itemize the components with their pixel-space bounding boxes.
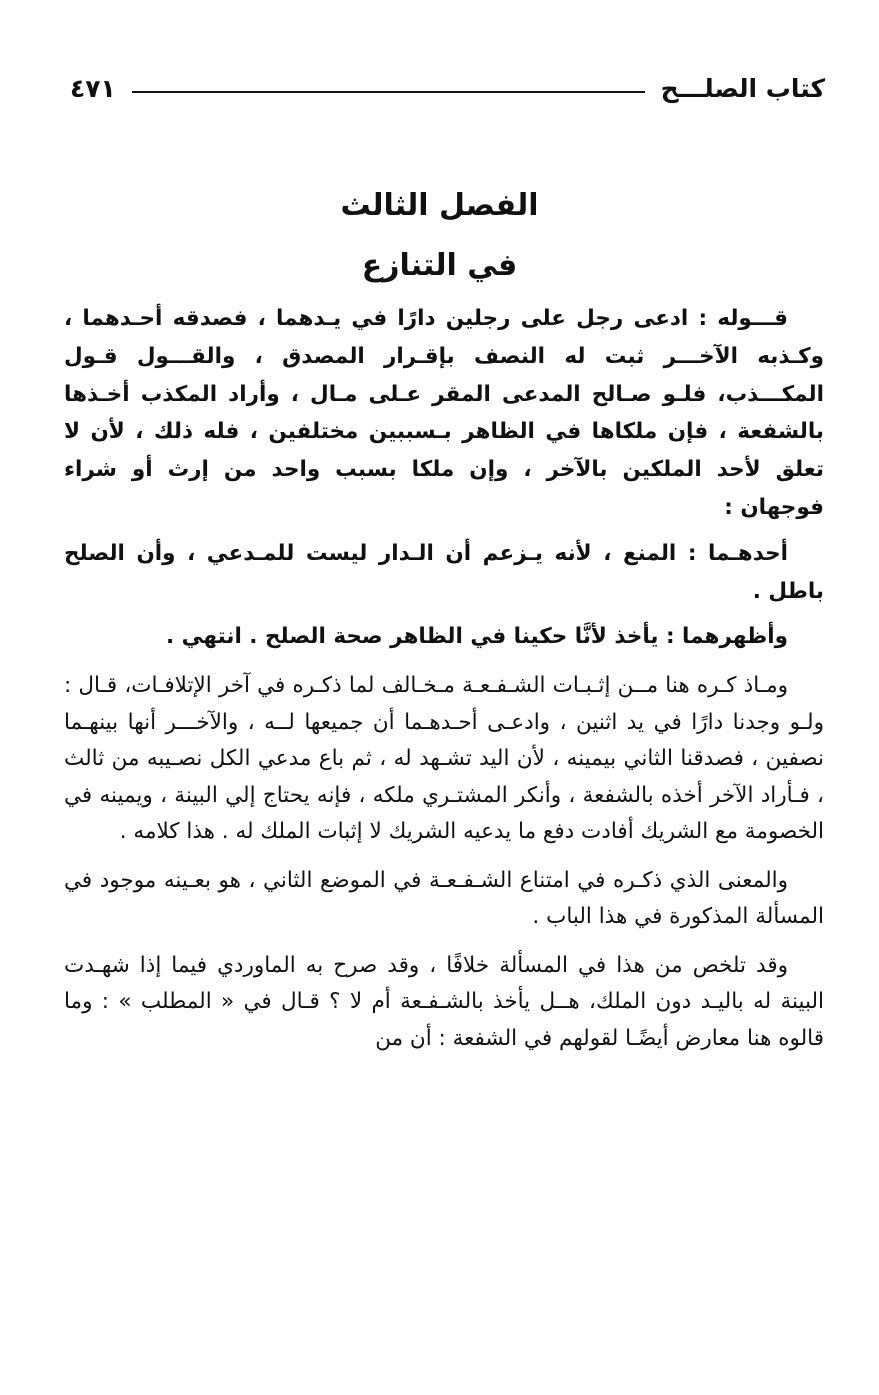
- running-header: [70, 66, 825, 110]
- paragraph-commentary: والمعنى الذي ذكـره في امتناع الشـفـعـة في الموضع الثاني ، هو بعـينه موجود في المسألة المذكورة في هذا الباب .: [64, 867, 824, 930]
- section-heading: في التنازع: [361, 248, 518, 283]
- paragraph-preferred-opinion: وأظهرهما : يأخذ لأنَّا حكينا في الظاهر صحة الصلح . انتهي .: [166, 624, 788, 650]
- paragraph-commentary: وقد تلخص من هذا في المسألة خلافًا ، وقد صرح به الماوردي فيما إذا شهـدت البينة له باليـد دون الملك، هــل يأخذ بالشـفـعة أم لا ؟ قـال في « المطلب » : وما قالوه هنا معارض أيضًـا لقولهم في الشفعة : أن من: [64, 952, 824, 1051]
- page-number: ٤٧١: [70, 73, 116, 103]
- running-title: كتاب الصلـــح: [660, 73, 825, 103]
- paragraph-quoted-text: قـــوله : ادعى رجل على رجلين دارًا في يـدهما ، فصدقه أحـدهما ، وكـذبه الآخـــر ثبت له النصف بإقـرار المصدق ، والقـــول قـول المكـــذب، فلـو صـالح المدعى المقر عـلى مـال ، وأراد المكذب أخـذها بالشفعة ، فإن ملكاها في الظاهر بـسببين مختلفين ، فله ذلك ، لأن لا تعلق لأحد الملكين بالآخر ، وإن ملكا بسبب واحد من إرث أو شراء فوجهان :: [64, 306, 824, 520]
- chapter-heading: الفصل الثالث: [340, 188, 539, 223]
- body-text: [64, 300, 824, 1065]
- paragraph-first-opinion: أحدهـما : المنع ، لأنه يـزعم أن الـدار ليست للمـدعي ، وأن الصلح باطل .: [64, 540, 824, 604]
- header-rule: [132, 91, 645, 93]
- paragraph-commentary: ومـاذ كـره هنا مــن إثـبـات الشـفـعـة مـخـالف لما ذكـره في آخر الإتلافـات، قـال : ولـو وجدنا دارًا في يد اثنين ، وادعـى أحـدهـما أن جميعها لــه ، والآخـــر أنها بينهـما نصفين ، فصدقنا الثاني بيمينه ، لأن اليد تشـهد له ، ثم باع مدعي الكل نصـيبه من ثالث ، فـأراد الآخر أخذه بالشفعة ، وأنكر المشتـري ملكه ، فإنه يحتاج إلي البينة ، ويمينه في الخصومة مع الشريك أفادت دفع ما يدعيه الشريك لا إثبات الملك له . هذا كلامه .: [64, 673, 824, 845]
